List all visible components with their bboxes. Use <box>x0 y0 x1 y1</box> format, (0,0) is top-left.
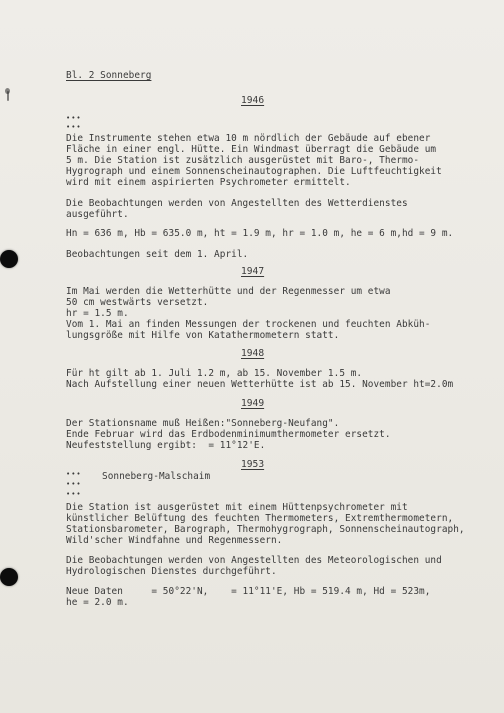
paragraph-line: ausgeführt. <box>66 209 129 220</box>
paragraph-line: 50 cm westwärts versetzt. <box>66 297 209 308</box>
ink-mark-stroke <box>7 91 9 101</box>
paragraph-line: künstlicher Belüftung des feuchten Thermometers, Extremthermometern, <box>66 513 454 524</box>
year-heading-1949: 1949 <box>241 398 265 409</box>
new-data-line: he = 2.0 m. <box>66 597 129 608</box>
paragraph-line: Im Mai werden die Wetterhütte und der Regenmesser um etwa <box>66 286 391 297</box>
paragraph-line: Neufeststellung ergibt: = 11°12'E. <box>66 440 266 451</box>
observations-start-line: Beobachtungen seit dem 1. April. <box>66 249 249 260</box>
paragraph-line: Der Stationsname muß Heißen:"Sonneberg-Neufang". <box>66 418 340 429</box>
paragraph-line: Stationsbarometer, Barograph, Thermohygrograph, Sonnenscheinautograph, <box>66 524 465 535</box>
dots-mark: ••• <box>66 470 82 478</box>
punch-hole-bottom <box>0 568 18 586</box>
paragraph-line: Hygrograph und einem Sonnenscheinautographen. Die Luftfeuchtigkeit <box>66 166 442 177</box>
paragraph-line: wird mit einem aspirierten Psychrometer ermittelt. <box>66 177 351 188</box>
paragraph-line: Ende Februar wird das Erdbodenminimumthermometer ersetzt. <box>66 429 391 440</box>
paragraph-line: Für ht gilt ab 1. Juli 1.2 m, ab 15. November 1.5 m. <box>66 368 363 379</box>
paragraph-line: Vom 1. Mai an finden Messungen der trockenen und feuchten Abküh- <box>66 319 431 330</box>
paragraph-line: Fläche in einer engl. Hütte. Ein Windmast überragt die Gebäude um <box>66 144 437 155</box>
year-heading-1948: 1948 <box>241 348 265 359</box>
new-data-line: Neue Daten = 50°22'N, = 11°11'E, Hb = 519.4 m, Hd = 523m, <box>66 586 431 597</box>
year-heading-1947: 1947 <box>241 266 265 277</box>
year-heading-1953: 1953 <box>241 459 265 470</box>
dots-mark: ••• <box>66 123 82 131</box>
station-name: Sonneberg-Malschaim <box>102 471 211 482</box>
paragraph-line: Die Beobachtungen werden von Angestellten des Wetterdienstes <box>66 198 408 209</box>
paragraph-line: Die Station ist ausgerüstet mit einem Hüttenpsychrometer mit <box>66 502 408 513</box>
dots-mark: ••• <box>66 114 82 122</box>
sheet-label: Bl. 2 Sonneberg <box>66 70 152 81</box>
paragraph-line: Die Beobachtungen werden von Angestellten des Meteorologischen und <box>66 555 442 566</box>
dots-mark: ••• <box>66 490 82 498</box>
punch-hole-top <box>0 250 18 268</box>
year-heading-1946: 1946 <box>241 95 265 106</box>
heights-line: Hn = 636 m, Hb = 635.0 m, ht = 1.9 m, hr = 1.0 m, he = 6 m,hd = 9 m. <box>66 228 454 239</box>
paragraph-line: 5 m. Die Station ist zusätzlich ausgerüstet mit Baro-, Thermo- <box>66 155 420 166</box>
paragraph-line: hr = 1.5 m. <box>66 308 129 319</box>
paragraph-line: Nach Aufstellung einer neuen Wetterhütte ist ab 15. November ht=2.0m <box>66 379 454 390</box>
paragraph-line: lungsgröße mit Hilfe von Katathermometern statt. <box>66 330 340 341</box>
dots-mark: ••• <box>66 480 82 488</box>
paragraph-line: Hydrologischen Dienstes durchgeführt. <box>66 566 277 577</box>
paragraph-line: Wild'scher Windfahne und Regenmessern. <box>66 535 283 546</box>
paragraph-line: Die Instrumente stehen etwa 10 m nördlich der Gebäude auf ebener <box>66 133 431 144</box>
